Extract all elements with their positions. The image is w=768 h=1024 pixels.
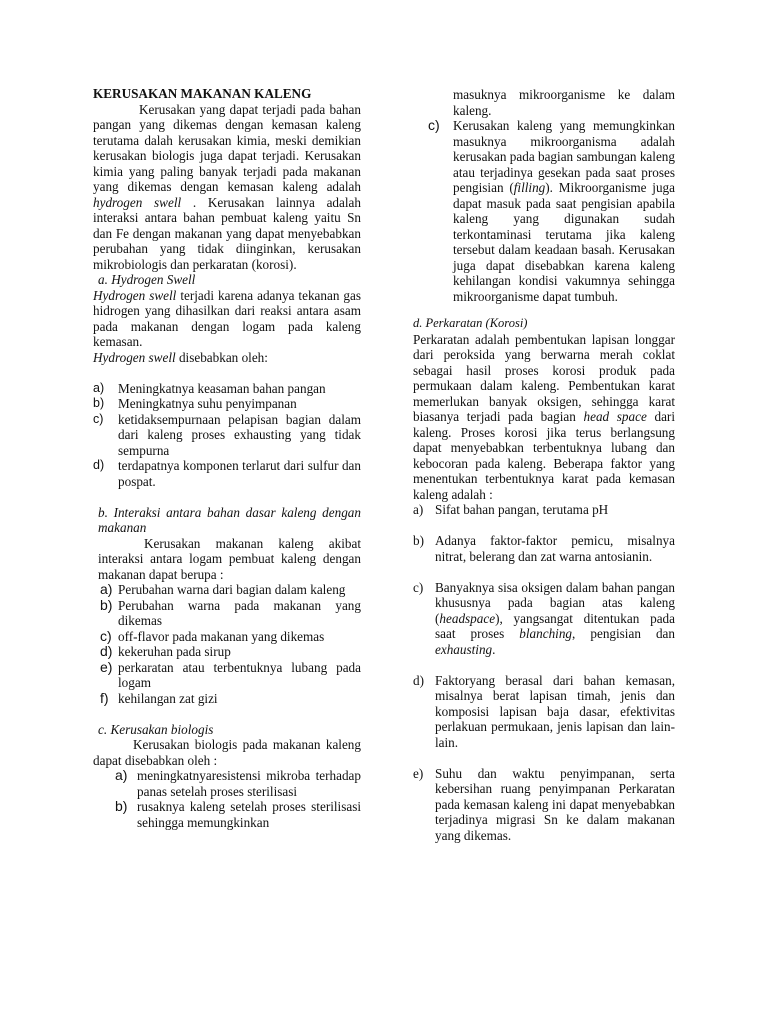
list-text: Adanya faktor-faktor pemicu, misalnya nitrat, belerang dan zat warna antosianin. <box>435 533 675 564</box>
section-c-list <box>93 768 361 830</box>
list-label: b) <box>93 396 105 410</box>
section-d-text-2: dari kaleng. Proses korosi jika terus berlangsung dapat menyebabkan terbentuknya lubang dan kebocoran pada kaleng. Beberapa faktor yang menentukan terbentuknya karat pada kemasan kaleng adalah : <box>413 409 675 502</box>
list-text <box>435 580 675 658</box>
list-text: Faktoryang berasal dari bahan kemasan, misalnya berat lapisan timah, jenis dan komposisi lapisan baja dasar, efektivitas perlakuan permukaan, jenis lapisan dan lain-lain. <box>435 672 675 750</box>
list-item <box>413 118 675 304</box>
list-label: a) <box>115 767 128 783</box>
list-label: e) <box>100 658 113 675</box>
list-text: meningkatnyaresistensi mikroba terhadap panas setelah proses sterilisasi <box>137 768 361 799</box>
list-label: c) <box>100 627 112 644</box>
list-label: d) <box>93 458 105 472</box>
list-item <box>100 660 361 691</box>
intro-paragraph <box>93 102 361 273</box>
blanching-term: blanching <box>519 626 573 641</box>
list-item <box>413 502 675 518</box>
list-item <box>413 766 675 844</box>
list-label: d) <box>413 672 424 688</box>
list-item <box>413 533 675 564</box>
list-label: c) <box>428 117 440 133</box>
intro-text-1: Kerusakan yang dapat terjadi pada bahan pangan yang dikemas dengan kemasan kaleng terutama dalah kerusakan kimia, meski demikian kerusakan biologis juga dapat terjadi. Kerusakan kimia yang paling banyak terjadi pada makanan yang dikemas dengan kemasan kaleng adalah <box>93 101 361 194</box>
document-title: KERUSAKAN MAKANAN KALENG <box>93 86 312 101</box>
list-item <box>115 799 361 830</box>
head-space-term: head space <box>583 409 647 424</box>
list-label: c) <box>413 579 424 595</box>
item-c-text-2: ). Mikroorganisme juga dapat masuk pada saat pengisian apabila kaleng yang digunakan sudah terkontaminasi terutama jika kaleng tersebut dalam keadaan basah. Kerusakan juga dapat disebabkan karena kaleng kehilangan kondisi vakumnya sehingga mikroorganisme dapat tumbuh. <box>453 180 675 304</box>
section-a-text-2: disebabkan oleh: <box>175 349 268 365</box>
list-label: a) <box>100 581 113 597</box>
section-b-heading: b. Interaksi antara bahan dasar kaleng dengan makanan <box>98 504 361 535</box>
section-b-list <box>93 582 361 706</box>
list-text: kekeruhan pada sirup <box>118 644 231 659</box>
list-text: kehilangan zat gizi <box>118 690 218 706</box>
list-text: terdapatnya komponen terlarut dari sulfur dan pospat. <box>118 458 361 489</box>
list-text: Perubahan warna pada makanan yang dikemas <box>118 597 361 628</box>
list-item <box>115 768 361 799</box>
left-column <box>93 86 361 830</box>
hydrogen-swell-term: Hydrogen swell <box>93 287 177 303</box>
list-label: b) <box>100 596 113 613</box>
list-item <box>100 691 361 707</box>
list-label: d) <box>100 643 113 659</box>
list-label: c) <box>93 411 104 426</box>
section-b-intro: Kerusakan makanan kaleng akibat interaksi antara logam pembuat kaleng dengan makanan dapat berupa : <box>98 535 361 582</box>
list-text: rusaknya kaleng setelah proses sterilisasi sehingga memungkinkan <box>137 799 361 830</box>
list-item <box>100 598 361 629</box>
list-text <box>453 118 675 304</box>
continued-item-b: masuknya mikroorganisme ke dalam kaleng. <box>453 87 675 118</box>
list-label: f) <box>100 689 109 706</box>
item-text: Banyaknya sisa oksigen dalam bahan pangan khususnya pada bagian atas kaleng ( <box>435 579 675 626</box>
list-label: a) <box>93 380 105 395</box>
section-d-text-1: Perkaratan adalah pembentukan lapisan longgar dari peroksida yang berwarna merah coklat sebagai hasil proses korosi produk pada permukaan dalam kaleng. Pembentukan karat memerlukan banyak oksigen, sehingga karat biasanya terjadi pada bagian <box>413 331 675 424</box>
section-a-paragraph-2 <box>93 350 361 366</box>
item-text: , pengisian dan <box>572 626 675 641</box>
section-d-paragraph <box>413 332 675 503</box>
list-item <box>100 644 361 660</box>
filling-term: filling <box>513 180 546 195</box>
list-text: Meningkatnya keasaman bahan pangan <box>118 380 326 396</box>
list-text: Suhu dan waktu penyimpanan, serta kebersihan ruang penyimpanan Perkaratan pada kemasan kaleng ini dapat menyebabkan terjadinya migrasi Sn ke dalam makanan yang dikemas. <box>435 765 675 843</box>
section-c-heading: c. Kerusakan biologis <box>98 721 214 737</box>
list-label: b) <box>413 533 424 548</box>
intro-emphasis: hydrogen swell <box>93 194 182 210</box>
headspace-term: headspace <box>439 610 496 626</box>
item-c-text-1: Kerusakan kaleng yang memungkinkan masuknya mikroorganisma adalah kerusakan pada bagian sambungan kaleng atau terjadinya gesekan pada saat proses pengisian ( <box>453 118 675 195</box>
list-item <box>93 412 361 459</box>
section-a-heading: a. Hydrogen Swell <box>98 272 196 287</box>
list-item <box>413 580 675 658</box>
list-text: off-flavor pada makanan yang dikemas <box>118 628 325 644</box>
list-item <box>93 381 361 397</box>
list-text: ketidaksempurnaan pelapisan bagian dalam dari kaleng proses exhausting yang tidak sempurna <box>118 411 361 458</box>
section-d-heading: d. Perkaratan (Korosi) <box>413 316 528 330</box>
list-text: Perubahan warna dari bagian dalam kaleng <box>118 582 346 597</box>
section-c-intro: Kerusakan biologis pada makanan kaleng dapat disebabkan oleh : <box>93 737 361 768</box>
list-label: b) <box>115 798 128 814</box>
list-label: a) <box>413 502 424 517</box>
section-a-list <box>93 381 361 490</box>
item-text: . <box>492 641 496 657</box>
list-item <box>93 458 361 489</box>
exhausting-term: exhausting <box>435 641 493 657</box>
section-a-paragraph-1 <box>93 288 361 350</box>
list-item <box>413 673 675 751</box>
hydrogen-swell-term-2: Hydrogen swell <box>93 349 176 365</box>
list-text: Meningkatnya suhu penyimpanan <box>118 396 297 411</box>
list-label: e) <box>413 765 424 781</box>
intro-text-2: . Kerusakan lainnya adalah interaksi antara bahan pembuat kaleng yaitu Sn dan Fe dengan makanan yang dapat menyebabkan perubahan yang tidak diinginkan, kerusakan mikrobiologis dan perkaratan (korosi). <box>93 194 361 272</box>
right-column <box>413 87 675 843</box>
list-item <box>100 582 361 598</box>
list-item <box>93 396 361 412</box>
list-item <box>100 629 361 645</box>
list-text: Sifat bahan pangan, terutama pH <box>435 502 609 517</box>
list-text: perkaratan atau terbentuknya lubang pada logam <box>118 659 361 690</box>
item-text: ), yangsangat ditentukan pada saat proses <box>435 610 675 641</box>
section-a-text-1: terjadi karena adanya tekanan gas hidrogen yang dihasilkan dari reaksi antara asam pada makanan dengan logam pada kaleng kemasan. <box>93 287 361 349</box>
